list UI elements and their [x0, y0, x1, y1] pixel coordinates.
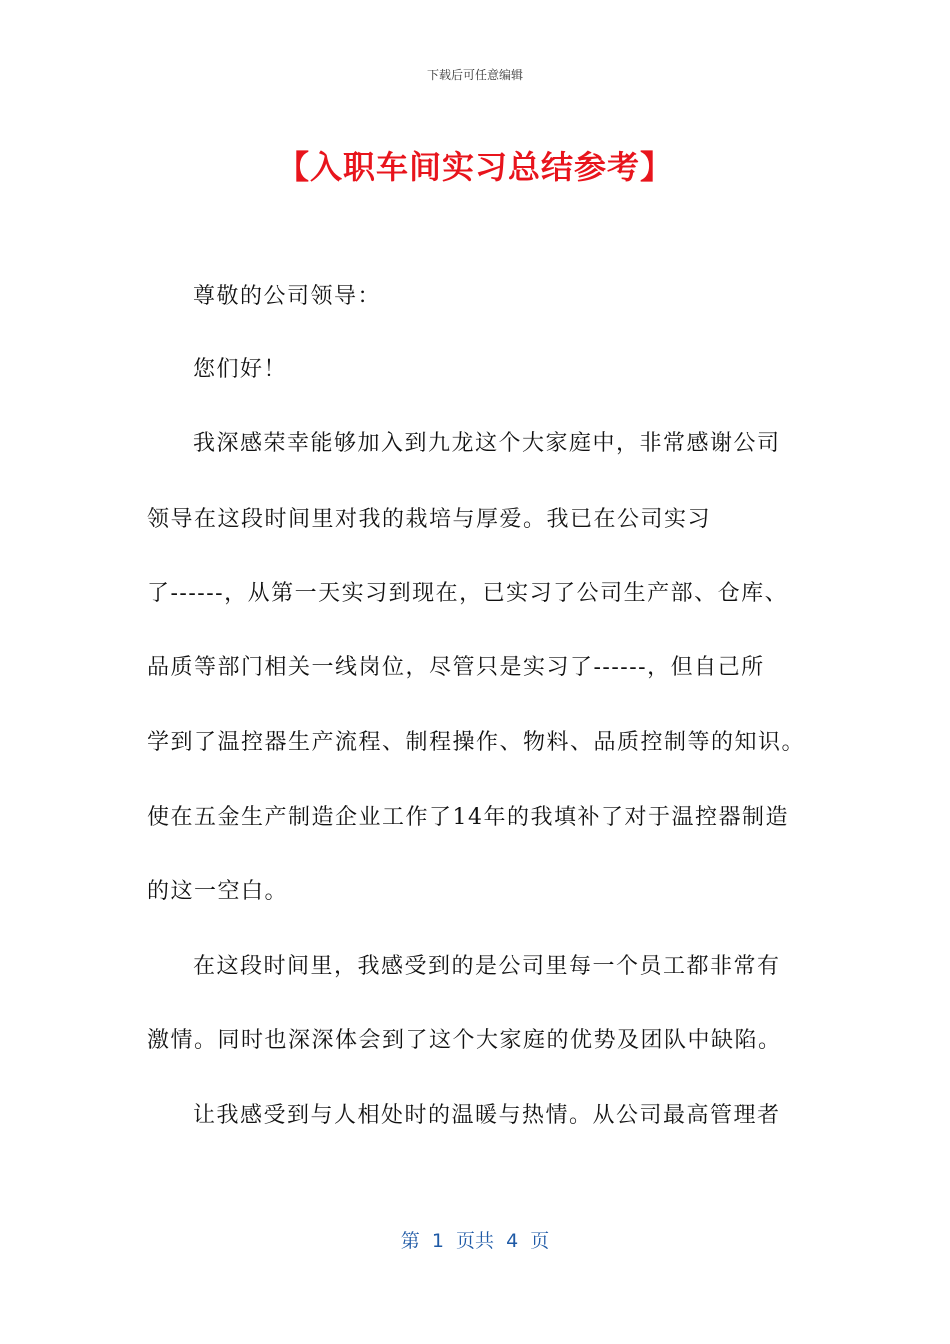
- paragraph-line: 领导在这段时间里对我的栽培与厚爱。我已在公司实习: [147, 507, 712, 532]
- paragraph-line: 的这一空白。: [147, 879, 289, 904]
- paragraph-line: 学到了温控器生产流程、制程操作、物料、品质控制等的知识。: [147, 730, 806, 755]
- paragraph-line: 让我感受到与人相处时的温暖与热情。从公司最高管理者: [193, 1103, 781, 1128]
- paragraph-line: 我深感荣幸能够加入到九龙这个大家庭中，非常感谢公司: [193, 431, 781, 456]
- header-note: 下载后可任意编辑: [426, 68, 523, 82]
- paragraph-line: 了------，从第一天实习到现在，已实习了公司生产部、仓库、: [147, 581, 789, 606]
- paragraph-line: 激情。同时也深深体会到了这个大家庭的优势及团队中缺陷。: [147, 1028, 782, 1053]
- salutation-line: 尊敬的公司领导：: [193, 284, 382, 309]
- paragraph-line: 在这段时间里，我感受到的是公司里每一个员工都非常有: [193, 954, 781, 979]
- paragraph-line: 使在五金生产制造企业工作了14年的我填补了对于温控器制造: [147, 805, 789, 830]
- greeting-line: 您们好！: [193, 357, 288, 382]
- document-title: 【入职车间实习总结参考】: [276, 148, 673, 186]
- page-number-footer: 第 1 页共 4 页: [400, 1230, 550, 1252]
- paragraph-line: 品质等部门相关一线岗位，尽管只是实习了------，但自己所: [147, 655, 765, 680]
